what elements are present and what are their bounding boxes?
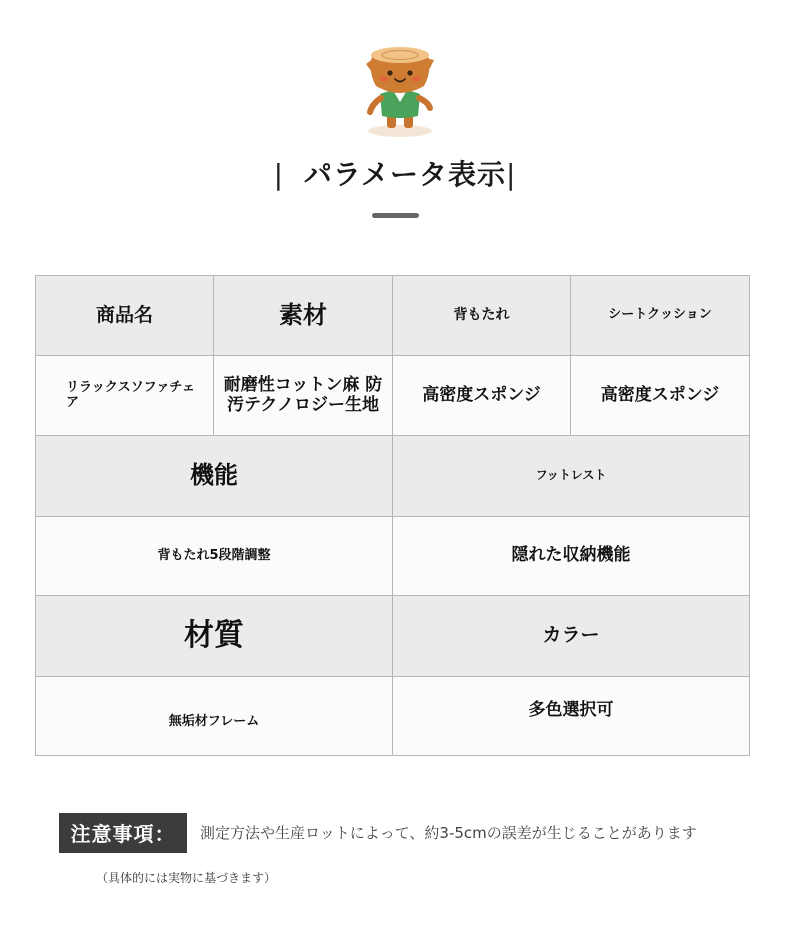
label-texture: 材質 bbox=[36, 596, 393, 677]
table-row bbox=[36, 356, 750, 436]
label-footrest: フットレスト bbox=[393, 436, 750, 517]
value-backrest: 高密度スポンジ bbox=[393, 356, 571, 436]
page-title: パラメータ表示 bbox=[303, 158, 506, 191]
value-footrest: 隠れた収納機能 bbox=[393, 517, 750, 596]
value-seat-cushion: 高密度スポンジ bbox=[571, 356, 750, 436]
label-product-name: 商品名 bbox=[36, 276, 214, 356]
notice-label: 注意事項： bbox=[59, 813, 187, 853]
tree-stump-mascot-icon bbox=[360, 42, 440, 138]
label-seat-cushion: シートクッション bbox=[571, 276, 750, 356]
label-color: カラー bbox=[393, 596, 750, 677]
parameter-table bbox=[35, 275, 750, 756]
section-title: | パラメータ表示| bbox=[273, 158, 517, 191]
table-row bbox=[36, 596, 750, 677]
notice-text: 測定方法や生産ロットによって、約3-5cmの誤差が生じることがあります bbox=[200, 824, 697, 842]
table-row bbox=[36, 436, 750, 517]
table-row bbox=[36, 517, 750, 596]
notice-subtext: （具体的には実物に基づきます） bbox=[96, 871, 277, 885]
table-row bbox=[36, 677, 750, 756]
value-color: 多色選択可 bbox=[393, 677, 750, 756]
value-texture: 無垢材フレーム bbox=[36, 677, 393, 756]
title-underline bbox=[372, 213, 419, 218]
table-row bbox=[36, 276, 750, 356]
value-material: 耐磨性コットン麻 防汚テクノロジー生地 bbox=[214, 356, 393, 436]
label-material: 素材 bbox=[214, 276, 393, 356]
value-product-name: リラックスソファチェア bbox=[36, 356, 214, 436]
value-function: 背もたれ5段階調整 bbox=[36, 517, 393, 596]
label-backrest: 背もたれ bbox=[393, 276, 571, 356]
label-function: 機能 bbox=[36, 436, 393, 517]
